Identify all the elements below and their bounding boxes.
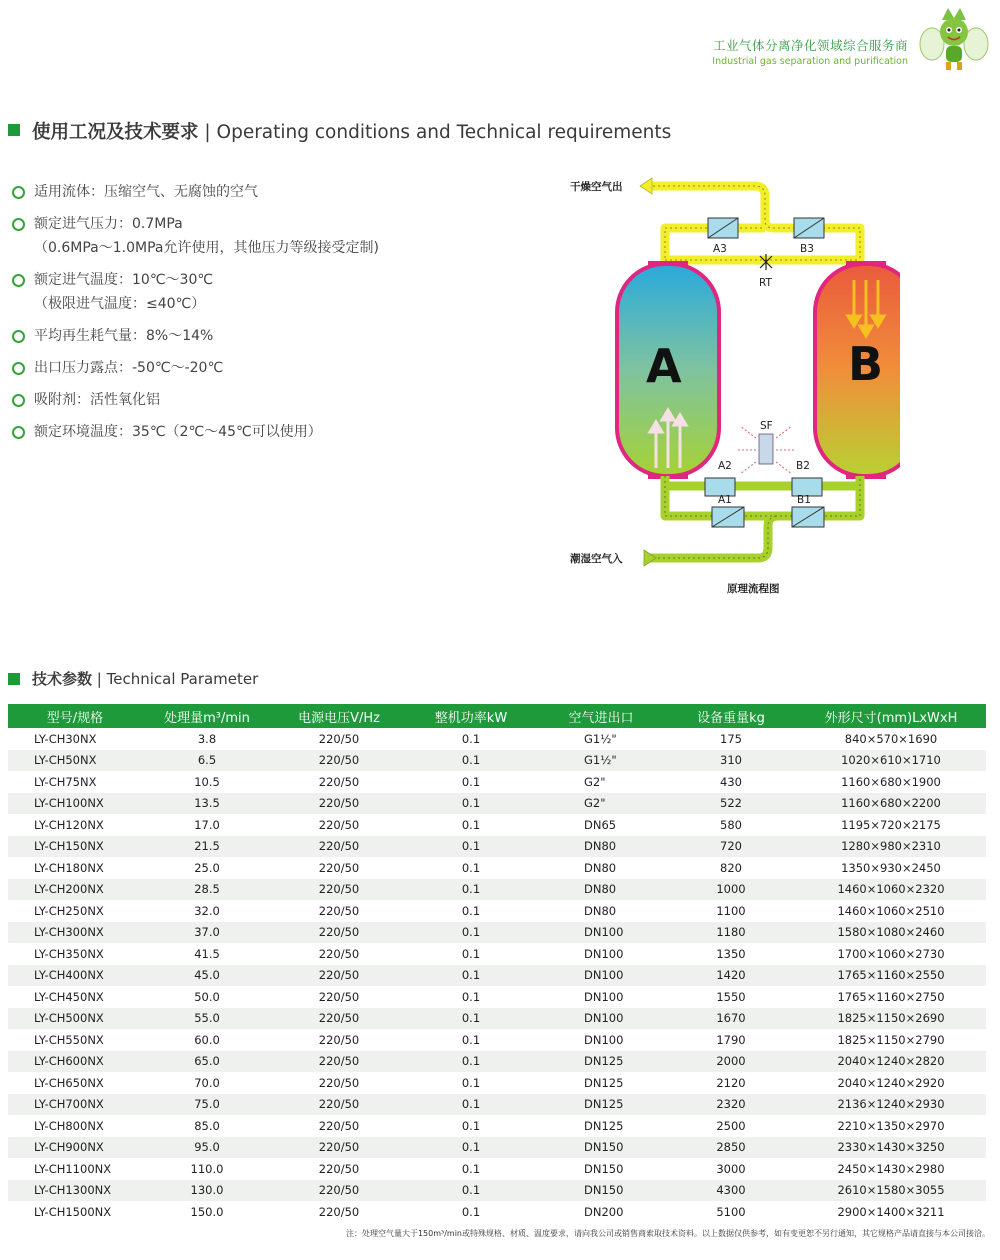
table-cell: 430 — [720, 774, 742, 789]
table-cell: 175 — [720, 731, 742, 746]
table-row — [8, 1201, 986, 1223]
table-cell: 2210×1350×2970 — [837, 1118, 945, 1133]
table-cell: 0.1 — [461, 860, 481, 875]
table-cell: DN80 — [584, 860, 617, 875]
table-cell: DN125 — [584, 1075, 624, 1090]
condition-item: 适用流体：压缩空气、无腐蚀的空气 — [12, 180, 532, 204]
table-row — [8, 1008, 986, 1030]
table-cell: 220/50 — [318, 1032, 360, 1047]
table-row — [8, 1072, 986, 1094]
table-cell: DN125 — [584, 1118, 624, 1133]
column-header: 处理量m³/min — [142, 704, 272, 728]
table-row — [8, 814, 986, 836]
table-cell: DN100 — [584, 946, 624, 961]
svg-text:SF: SF — [760, 420, 773, 432]
table-cell: 220/50 — [318, 1161, 360, 1176]
circle-bullet-icon — [12, 394, 25, 407]
table-cell: DN100 — [536, 922, 666, 944]
brand-tagline-en: Industrial gas separation and purification — [712, 56, 908, 67]
table-row — [8, 1180, 986, 1202]
table-cell: 1460×1060×2320 — [796, 879, 986, 901]
table-cell: 1460×1060×2510 — [837, 903, 945, 918]
table-cell: 1765×1160×2550 — [796, 965, 986, 987]
table-cell: LY-CH450NX — [34, 989, 104, 1004]
section-title-conditions: 使用工况及技术要求 | Operating conditions and Technical requirements — [32, 122, 672, 143]
table-cell: 32.0 — [194, 903, 220, 918]
table-cell: 1160×680×2200 — [796, 793, 986, 815]
table-cell: 522 — [666, 793, 796, 815]
arrow-right-icon — [644, 550, 656, 566]
table-cell: 0.1 — [406, 1051, 536, 1073]
table-cell: 55.0 — [142, 1008, 272, 1030]
table-cell: 220/50 — [272, 1051, 406, 1073]
table-cell: 220/50 — [272, 836, 406, 858]
table-row — [8, 1051, 986, 1073]
table-cell: 820 — [720, 860, 742, 875]
brand-tagline-cn: 工业气体分离净化领域综合服务商 — [712, 38, 908, 53]
condition-item: 额定环境温度：35℃（2℃～45℃可以使用） — [12, 420, 532, 444]
table-cell: DN150 — [584, 1161, 624, 1176]
table-cell: DN150 — [536, 1137, 666, 1159]
circle-bullet-icon — [12, 274, 25, 287]
table-cell: 2330×1430×3250 — [796, 1137, 986, 1159]
column-header: 设备重量kg — [666, 704, 796, 728]
table-cell: 1180 — [666, 922, 796, 944]
table-row — [8, 965, 986, 987]
table-cell: 65.0 — [142, 1051, 272, 1073]
condition-item: 出口压力露点：-50℃～-20℃ — [12, 356, 532, 380]
table-cell: DN125 — [536, 1051, 666, 1073]
arrow-left-icon — [640, 178, 652, 194]
table-cell: 220/50 — [318, 1075, 360, 1090]
table-cell: G1½" — [584, 731, 617, 746]
table-cell: 70.0 — [194, 1075, 220, 1090]
table-cell: 60.0 — [194, 1032, 220, 1047]
table-cell: 220/50 — [272, 1137, 406, 1159]
svg-text:RT: RT — [759, 277, 772, 289]
table-cell: 0.1 — [461, 946, 481, 961]
table-cell: LY-CH900NX — [8, 1137, 142, 1159]
table-cell: 220/50 — [272, 1094, 406, 1116]
table-cell: LY-CH700NX — [8, 1094, 142, 1116]
condition-item: 额定进气温度：10℃～30℃ （极限进气温度：≤40℃） — [12, 268, 532, 316]
table-cell: 85.0 — [194, 1118, 220, 1133]
table-cell: 2450×1430×2980 — [837, 1161, 945, 1176]
table-cell: DN150 — [536, 1180, 666, 1202]
table-row — [8, 986, 986, 1008]
column-header: 整机功率kW — [406, 704, 536, 728]
table-cell: 3000 — [716, 1161, 746, 1176]
table-cell: 0.1 — [461, 1032, 481, 1047]
table-cell: 0.1 — [461, 774, 481, 789]
table-row — [8, 1115, 986, 1137]
table-cell: 1350 — [716, 946, 746, 961]
table-cell: 1020×610×1710 — [796, 750, 986, 772]
table-cell: 0.1 — [406, 1008, 536, 1030]
table-cell: LY-CH350NX — [34, 946, 104, 961]
table-cell: 0.1 — [406, 836, 536, 858]
table-cell: 220/50 — [318, 731, 360, 746]
table-body — [8, 728, 986, 1223]
table-cell: LY-CH200NX — [8, 879, 142, 901]
table-cell: 1195×720×2175 — [841, 817, 941, 832]
table-cell: LY-CH75NX — [34, 774, 97, 789]
table-cell: 2120 — [716, 1075, 746, 1090]
table-cell: 3.8 — [197, 731, 217, 746]
table-cell: LY-CH650NX — [34, 1075, 104, 1090]
table-cell: 220/50 — [318, 1204, 360, 1219]
table-cell: 37.0 — [142, 922, 272, 944]
table-cell: G1½" — [536, 750, 666, 772]
table-cell: LY-CH600NX — [8, 1051, 142, 1073]
svg-text:B2: B2 — [796, 460, 810, 472]
table-cell: LY-CH400NX — [8, 965, 142, 987]
table-cell: 220/50 — [272, 1180, 406, 1202]
circle-bullet-icon — [12, 330, 25, 343]
table-cell: 220/50 — [272, 750, 406, 772]
table-cell: 840×570×1690 — [844, 731, 938, 746]
table-cell: 0.1 — [406, 1094, 536, 1116]
table-cell: 1000 — [666, 879, 796, 901]
table-cell: 150.0 — [190, 1204, 224, 1219]
table-cell: 2000 — [666, 1051, 796, 1073]
table-cell: LY-CH150NX — [8, 836, 142, 858]
diagram-caption: 原理流程图 — [727, 583, 780, 595]
table-cell: 0.1 — [406, 879, 536, 901]
table-cell: LY-CH30NX — [34, 731, 97, 746]
table-cell: LY-CH500NX — [8, 1008, 142, 1030]
table-cell: 2040×1240×2920 — [837, 1075, 945, 1090]
circle-bullet-icon — [12, 362, 25, 375]
table-cell: 1420 — [666, 965, 796, 987]
table-cell: 130.0 — [142, 1180, 272, 1202]
tower-b-label: B — [848, 337, 884, 391]
table-cell: DN100 — [584, 1032, 624, 1047]
table-row — [8, 728, 986, 750]
table-cell: 1700×1060×2730 — [837, 946, 945, 961]
table-cell: LY-CH550NX — [34, 1032, 104, 1047]
table-cell: 75.0 — [142, 1094, 272, 1116]
table-cell: 720 — [666, 836, 796, 858]
table-cell: 2040×1240×2820 — [796, 1051, 986, 1073]
table-cell: 2500 — [716, 1118, 746, 1133]
table-row — [8, 750, 986, 772]
table-cell: 1350×930×2450 — [841, 860, 941, 875]
table-cell: 580 — [720, 817, 742, 832]
table-cell: 2136×1240×2930 — [796, 1094, 986, 1116]
svg-text:B3: B3 — [800, 243, 814, 255]
table-cell: 95.0 — [142, 1137, 272, 1159]
process-flow-diagram — [560, 168, 900, 598]
table-cell: 21.5 — [142, 836, 272, 858]
table-cell: 13.5 — [142, 793, 272, 815]
table-cell: LY-CH50NX — [8, 750, 142, 772]
table-cell: G2" — [584, 774, 606, 789]
table-cell: 25.0 — [194, 860, 220, 875]
table-cell: 220/50 — [318, 989, 360, 1004]
table-cell: 220/50 — [272, 922, 406, 944]
condition-item: 吸附剂：活性氧化铝 — [12, 388, 532, 412]
column-header: 型号/规格 — [8, 704, 142, 728]
table-cell: LY-CH1300NX — [8, 1180, 142, 1202]
table-cell: 0.1 — [461, 1118, 481, 1133]
table-row — [8, 922, 986, 944]
table-cell: 0.1 — [461, 1075, 481, 1090]
table-cell: LY-CH250NX — [34, 903, 104, 918]
table-cell: 0.1 — [461, 731, 481, 746]
table-cell: 0.1 — [406, 965, 536, 987]
table-cell: DN200 — [584, 1204, 624, 1219]
table-cell: 1825×1150×2690 — [796, 1008, 986, 1030]
table-cell: 0.1 — [461, 1161, 481, 1176]
table-header-row — [8, 704, 986, 728]
table-cell: 110.0 — [190, 1161, 224, 1176]
svg-text:A1: A1 — [718, 494, 732, 506]
table-cell: 1580×1080×2460 — [796, 922, 986, 944]
outlet-label: 干燥空气出 — [570, 181, 623, 193]
table-cell: 220/50 — [318, 903, 360, 918]
table-row — [8, 1094, 986, 1116]
table-cell: 0.1 — [461, 903, 481, 918]
table-cell: 1280×980×2310 — [796, 836, 986, 858]
table-cell: 0.1 — [461, 1204, 481, 1219]
table-cell: 220/50 — [272, 965, 406, 987]
table-cell: 220/50 — [318, 1118, 360, 1133]
table-cell: G2" — [536, 793, 666, 815]
table-row — [8, 793, 986, 815]
table-cell: 0.1 — [461, 817, 481, 832]
table-cell: 5100 — [716, 1204, 746, 1219]
table-cell: 0.1 — [406, 1137, 536, 1159]
table-cell: 4300 — [666, 1180, 796, 1202]
table-row — [8, 1137, 986, 1159]
table-cell: DN80 — [584, 903, 617, 918]
svg-text:A3: A3 — [713, 243, 727, 255]
section-marker — [8, 124, 20, 136]
table-cell: 220/50 — [318, 774, 360, 789]
table-cell: 1550 — [716, 989, 746, 1004]
table-cell: 220/50 — [272, 793, 406, 815]
column-header: 空气进出口 — [536, 704, 666, 728]
table-cell: LY-CH100NX — [8, 793, 142, 815]
table-cell: 6.5 — [142, 750, 272, 772]
table-cell: DN100 — [536, 1008, 666, 1030]
table-cell: 0.1 — [406, 922, 536, 944]
table-cell: 2320 — [666, 1094, 796, 1116]
circle-bullet-icon — [12, 186, 25, 199]
table-cell: 220/50 — [272, 1008, 406, 1030]
table-cell: DN80 — [536, 879, 666, 901]
table-cell: 41.5 — [194, 946, 220, 961]
table-cell: LY-CH1500NX — [34, 1204, 112, 1219]
circle-bullet-icon — [12, 426, 25, 439]
table-cell: 310 — [666, 750, 796, 772]
table-cell: DN80 — [536, 836, 666, 858]
section-title-parameters: 技术参数 | Technical Parameter — [32, 670, 259, 688]
table-cell: 10.5 — [194, 774, 220, 789]
circle-bullet-icon — [12, 218, 25, 231]
condition-item: 平均再生耗气量：8%～14% — [12, 324, 532, 348]
table-cell: 2850 — [666, 1137, 796, 1159]
table-cell: 0.1 — [406, 1180, 536, 1202]
table-cell: LY-CH180NX — [34, 860, 104, 875]
table-cell: LY-CH800NX — [34, 1118, 104, 1133]
column-header: 电源电压V/Hz — [272, 704, 406, 728]
technical-parameter-table — [8, 704, 986, 1223]
table-row — [8, 900, 986, 922]
table-row — [8, 1029, 986, 1051]
table-cell: LY-CH120NX — [34, 817, 104, 832]
tower-a-label: A — [646, 339, 682, 393]
table-row — [8, 857, 986, 879]
table-cell: 28.5 — [142, 879, 272, 901]
table-cell: 1160×680×1900 — [841, 774, 941, 789]
table-cell: 45.0 — [142, 965, 272, 987]
table-cell: 1825×1150×2790 — [837, 1032, 945, 1047]
table-row — [8, 771, 986, 793]
table-row — [8, 943, 986, 965]
svg-text:A2: A2 — [718, 460, 732, 472]
table-row — [8, 879, 986, 901]
conditions-list — [12, 180, 532, 452]
condition-item: 额定进气压力：0.7MPa （0.6MPa～1.0MPa允许使用，其他压力等级接受定制) — [12, 212, 532, 260]
inlet-label: 潮湿空气入 — [570, 553, 623, 565]
table-cell: 2900×1400×3211 — [837, 1204, 945, 1219]
table-cell: DN125 — [536, 1094, 666, 1116]
table-cell: LY-CH1100NX — [34, 1161, 112, 1176]
section-marker — [8, 673, 20, 685]
table-cell: DN65 — [584, 817, 617, 832]
footnote: 注：处理空气量大于150m³/min或特殊规格、材质、温度要求，请向我公司或销售商索取技术资料。以上数据仅供参考，如有变更恕不另行通知，其它规格产品请直接与本公司接洽。 — [345, 1229, 990, 1238]
table-cell: 220/50 — [318, 946, 360, 961]
column-header: 外形尺寸(mm)LxWxH — [796, 704, 986, 728]
table-cell: DN100 — [536, 965, 666, 987]
table-cell: 0.1 — [406, 750, 536, 772]
table-cell: 50.0 — [194, 989, 220, 1004]
table-cell: LY-CH300NX — [8, 922, 142, 944]
table-cell: 0.1 — [406, 793, 536, 815]
sf-filter-icon — [738, 426, 794, 474]
mascot-logo — [918, 6, 990, 74]
table-cell: 1790 — [716, 1032, 746, 1047]
table-cell: 220/50 — [318, 860, 360, 875]
table-cell: DN100 — [584, 989, 624, 1004]
table-cell: 1100 — [716, 903, 746, 918]
svg-text:B1: B1 — [797, 494, 811, 506]
table-cell: 0.1 — [461, 989, 481, 1004]
table-cell: 2610×1580×3055 — [796, 1180, 986, 1202]
table-row — [8, 836, 986, 858]
table-cell: 1765×1160×2750 — [837, 989, 945, 1004]
table-cell: 220/50 — [318, 817, 360, 832]
table-cell: 220/50 — [272, 879, 406, 901]
table-cell: 1670 — [666, 1008, 796, 1030]
table-row — [8, 1158, 986, 1180]
table-cell: 17.0 — [194, 817, 220, 832]
